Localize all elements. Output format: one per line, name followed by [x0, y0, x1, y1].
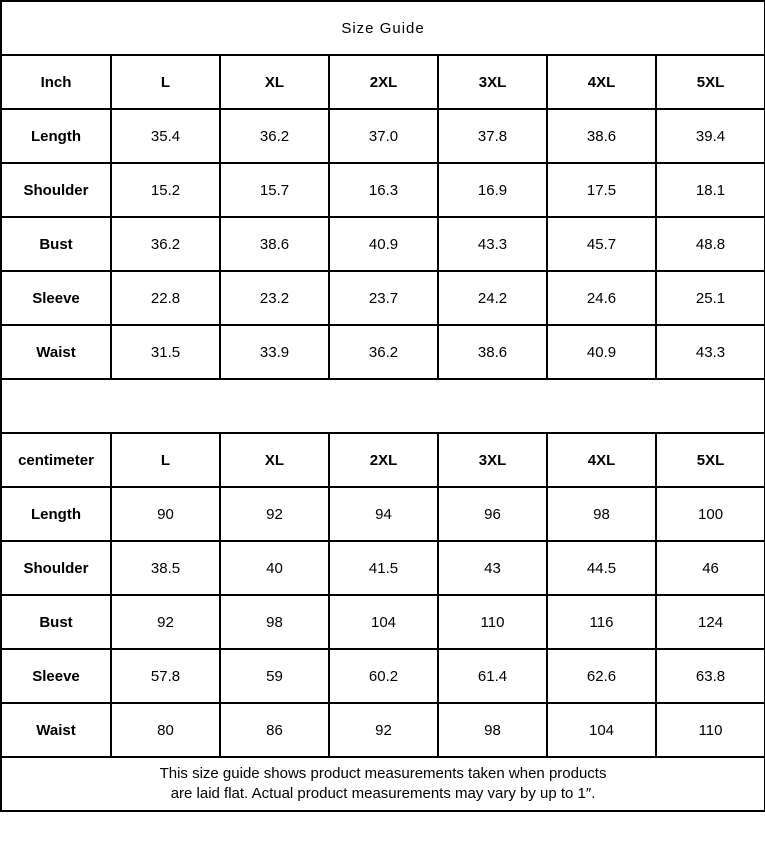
size-header: 3XL: [438, 433, 547, 487]
value-cell: 62.6: [547, 649, 656, 703]
value-cell: 92: [111, 595, 220, 649]
unit-header-centimeter: centimeter: [1, 433, 111, 487]
size-header: 2XL: [329, 433, 438, 487]
footer-row: [1, 757, 765, 811]
value-cell: 36.2: [329, 325, 438, 379]
size-header: 5XL: [656, 55, 765, 109]
table-row: [1, 541, 765, 595]
value-cell: 60.2: [329, 649, 438, 703]
value-cell: 48.8: [656, 217, 765, 271]
value-cell: 92: [329, 703, 438, 757]
value-cell: 90: [111, 487, 220, 541]
size-header: L: [111, 55, 220, 109]
value-cell: 17.5: [547, 163, 656, 217]
value-cell: 31.5: [111, 325, 220, 379]
centimeter-header-row: [1, 433, 765, 487]
unit-header-inch: Inch: [1, 55, 111, 109]
spacer-cell: [1, 379, 765, 433]
value-cell: 37.8: [438, 109, 547, 163]
value-cell: 40: [220, 541, 329, 595]
value-cell: 124: [656, 595, 765, 649]
size-header: XL: [220, 55, 329, 109]
footer-line-2: are laid flat. Actual product measurements may vary by up to 1″.: [170, 785, 596, 802]
row-label: Sleeve: [1, 271, 111, 325]
footer-line-1: This size guide shows product measurements taken when products: [159, 764, 607, 782]
page-title: Size Guide: [1, 1, 765, 55]
value-cell: 100: [656, 487, 765, 541]
value-cell: 110: [656, 703, 765, 757]
value-cell: 16.3: [329, 163, 438, 217]
value-cell: 57.8: [111, 649, 220, 703]
value-cell: 36.2: [111, 217, 220, 271]
table-row: [1, 595, 765, 649]
value-cell: 86: [220, 703, 329, 757]
spacer-row: [1, 379, 765, 433]
value-cell: 24.2: [438, 271, 547, 325]
value-cell: 18.1: [656, 163, 765, 217]
value-cell: 43.3: [438, 217, 547, 271]
value-cell: 45.7: [547, 217, 656, 271]
value-cell: 41.5: [329, 541, 438, 595]
row-label: Shoulder: [1, 541, 111, 595]
value-cell: 61.4: [438, 649, 547, 703]
row-label: Shoulder: [1, 163, 111, 217]
value-cell: 37.0: [329, 109, 438, 163]
value-cell: 59: [220, 649, 329, 703]
value-cell: 96: [438, 487, 547, 541]
value-cell: 23.7: [329, 271, 438, 325]
value-cell: 63.8: [656, 649, 765, 703]
value-cell: 36.2: [220, 109, 329, 163]
value-cell: 35.4: [111, 109, 220, 163]
inch-header-row: [1, 55, 765, 109]
row-label: Length: [1, 109, 111, 163]
size-header: 2XL: [329, 55, 438, 109]
value-cell: 44.5: [547, 541, 656, 595]
value-cell: 15.2: [111, 163, 220, 217]
table-row: [1, 487, 765, 541]
value-cell: 116: [547, 595, 656, 649]
table-row: [1, 163, 765, 217]
value-cell: 38.6: [438, 325, 547, 379]
value-cell: 23.2: [220, 271, 329, 325]
value-cell: 33.9: [220, 325, 329, 379]
size-header: L: [111, 433, 220, 487]
table-row: [1, 271, 765, 325]
value-cell: 104: [547, 703, 656, 757]
row-label: Bust: [1, 217, 111, 271]
row-label: Waist: [1, 703, 111, 757]
row-label: Bust: [1, 595, 111, 649]
value-cell: 16.9: [438, 163, 547, 217]
value-cell: 94: [329, 487, 438, 541]
value-cell: 80: [111, 703, 220, 757]
value-cell: 15.7: [220, 163, 329, 217]
value-cell: 98: [438, 703, 547, 757]
table-row: [1, 217, 765, 271]
value-cell: 24.6: [547, 271, 656, 325]
value-cell: 98: [547, 487, 656, 541]
value-cell: 110: [438, 595, 547, 649]
table-row: [1, 703, 765, 757]
size-header: 5XL: [656, 433, 765, 487]
value-cell: 43.3: [656, 325, 765, 379]
table-row: [1, 649, 765, 703]
table-row: [1, 325, 765, 379]
value-cell: 40.9: [547, 325, 656, 379]
row-label: Length: [1, 487, 111, 541]
value-cell: 25.1: [656, 271, 765, 325]
size-header: 3XL: [438, 55, 547, 109]
value-cell: 46: [656, 541, 765, 595]
value-cell: 39.4: [656, 109, 765, 163]
title-row: [1, 1, 765, 55]
value-cell: 98: [220, 595, 329, 649]
size-header: 4XL: [547, 433, 656, 487]
value-cell: 38.6: [220, 217, 329, 271]
row-label: Waist: [1, 325, 111, 379]
value-cell: 40.9: [329, 217, 438, 271]
value-cell: 38.6: [547, 109, 656, 163]
row-label: Sleeve: [1, 649, 111, 703]
value-cell: 22.8: [111, 271, 220, 325]
size-header: 4XL: [547, 55, 656, 109]
value-cell: 104: [329, 595, 438, 649]
size-header: XL: [220, 433, 329, 487]
value-cell: 43: [438, 541, 547, 595]
table-row: [1, 109, 765, 163]
footer-note: [1, 757, 765, 811]
value-cell: 38.5: [111, 541, 220, 595]
value-cell: 92: [220, 487, 329, 541]
